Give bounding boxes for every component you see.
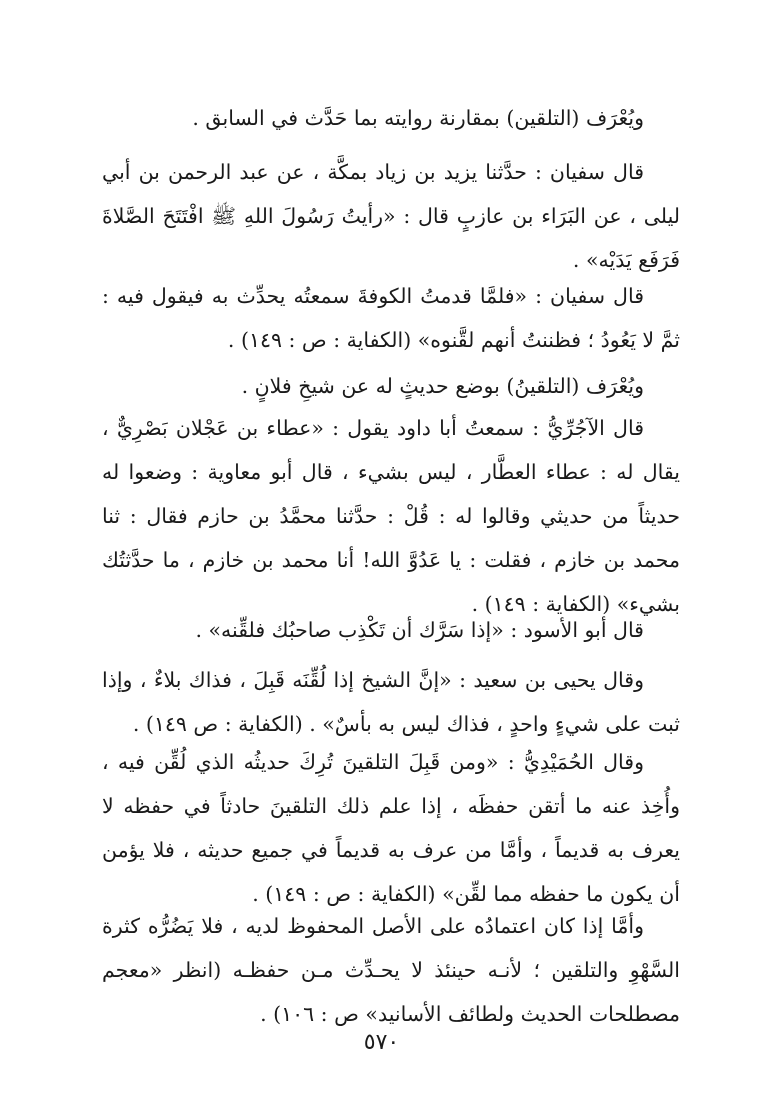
page-number: ٥٧٠ [363,1030,400,1055]
paragraph-3-text: قال سفيان : «فلمَّا قدمتُ الكوفةَ سمعتُه يحدِّث به فيقول فيه : ثمَّ لا يَعُودُ ؛ فظننتُ أنهم لقَّنوه» (الكفاية : ص : ١٤٩) . [102,284,680,352]
paragraph-2-text: قال سفيان : حدَّثنا يزيد بن زياد بمكَّة ، عن عبد الرحمن بن أبي ليلى ، عن البَرَاء بن عازبٍ قال : «رأيتُ رَسُولَ اللهِ ﷺ افْتَتَحَ الصَّلاةَ فَرَفَع يَدَيْه» . [102,160,680,272]
paragraph-2 [102,150,680,282]
paragraph-5 [102,406,680,626]
paragraph-8 [102,740,680,916]
paragraph-4-text: ويُعْرَف (التلقينُ) بوضع حديثٍ له عن شيخِ فلانٍ . [241,374,644,398]
paragraph-6-text: قال أبو الأسود : «إذا سَرَّك أن تَكْذِب صاحبُك فلقِّنه» . [195,618,644,642]
paragraph-1-text: ويُعْرَف (التلقين) بمقارنة روايته بما حَدَّث في السابق . [192,106,644,130]
paragraph-8-text: وقال الحُمَيْدِيُّ : «ومن قَبِلَ التلقينَ تُرِكَ حديثُه الذي لُقِّن فيه ، وأُخِذ عنه ما أتقن حفظَه ، إذا علم ذلك التلقينَ حادثاً في حفظه لا يعرف به قديماً ، وأمَّا من عرف به قديماً في جميع حديثه ، فلا يؤمن أن يكون ما حفظه مما لقِّن» (الكفاية : ص : ١٤٩) . [102,750,680,906]
paragraph-9 [102,904,680,1036]
paragraph-6 [102,608,680,652]
paragraph-1 [102,96,680,140]
paragraph-5-text: قال الآجُرِّيُّ : سمعتُ أبا داود يقول : «عطاء بن عَجْلان بَصْرِيٌّ ، يقال له : عطاء العطَّار ، ليس بشيء ، قال أبو معاوية : وضعوا له حديثاً من حديثي وقالوا له : قُلْ : حدَّثنا محمَّدُ بن حازم فقال : ثنا محمد بن خازم ، فقلت : يا عَدُوَّ الله! أنا محمد بن خازم ، ما حدَّثتُك بشيء» (الكفاية : ١٤٩) . [102,416,680,616]
paragraph-7 [102,658,680,746]
paragraph-9-text: وأمَّا إذا كان اعتمادُه على الأصل المحفوظ لديه ، فلا يَضُرُّه كثرة السَّهْوِ والتلقين ؛ لأنـه حينئذ لا يحـدِّث مـن حفظـه (انظر «معجم مصطلحات الحديث ولطائف الأسانيد» ص : ١٠٦) . [102,914,680,1026]
paragraph-4 [102,364,680,408]
paragraph-3 [102,274,680,362]
paragraph-7-text: وقال يحيى بن سعيد : «إنَّ الشيخ إذا لُقِّنَه قَبِلَ ، فذاك بلاءٌ ، وإذا ثبت على شيءٍ واحدٍ ، فذاك ليس به بأسٌ» . (الكفاية : ص ١٤٩) . [102,668,680,736]
